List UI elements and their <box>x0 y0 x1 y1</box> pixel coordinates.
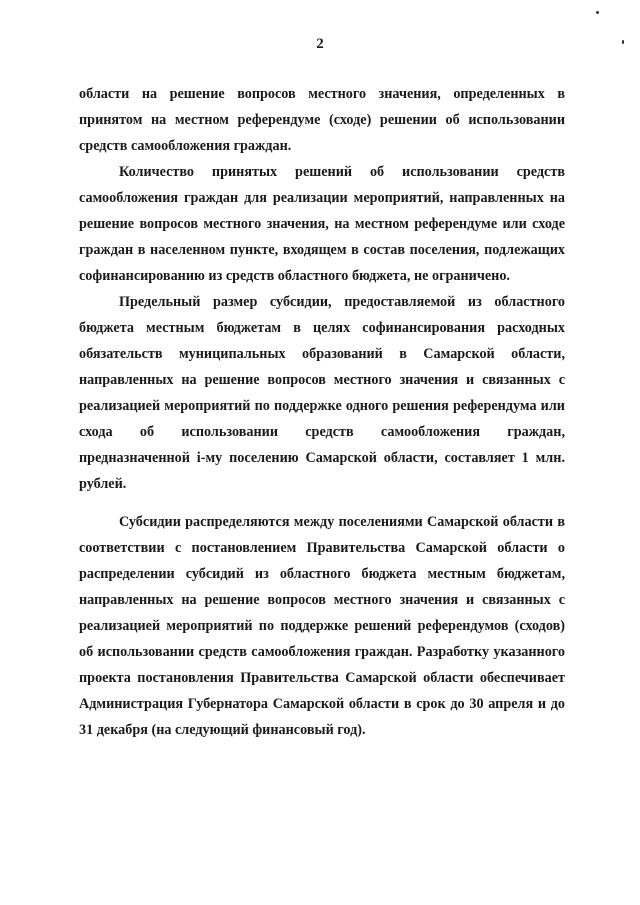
text-line: рублей. <box>79 476 127 492</box>
text-line: Субсидии распределяются между поселениями Самарской области в <box>119 514 565 530</box>
text-line: реализацией мероприятий по поддержке одного решения референдума или <box>79 398 565 414</box>
paragraph-4 <box>79 509 565 743</box>
text-line: реализацией мероприятий по поддержке решений референдумов (сходов) <box>79 618 565 634</box>
paragraph-2 <box>79 159 565 289</box>
text-line: Администрация Губернатора Самарской области в срок до 30 апреля и до <box>79 696 565 712</box>
text-line: предназначенной i-му поселению Самарской области, составляет 1 млн. <box>79 450 565 466</box>
text-line: Предельный размер субсидии, предоставляемой из областного <box>119 294 565 310</box>
text-line: схода об использовании средств самообложения граждан, <box>79 424 565 440</box>
text-line: проекта постановления Правительства Самарской области обеспечивает <box>79 670 565 686</box>
text-line: 31 декабря (на следующий финансовый год). <box>79 722 366 738</box>
paragraph-1 <box>79 81 565 159</box>
text-line: софинансированию из средств областного бюджета, не ограничено. <box>79 268 510 284</box>
text-line: соответствии с постановлением Правительства Самарской области о <box>79 540 565 556</box>
text-line: бюджета местным бюджетам в целях софинансирования расходных <box>79 320 565 336</box>
page-number: 2 <box>316 36 324 52</box>
text-line: области на решение вопросов местного значения, определенных в <box>79 86 565 102</box>
text-line: направленных на решение вопросов местного значения и связанных с <box>79 372 565 388</box>
paragraph-3 <box>79 289 565 497</box>
text-line: направленных на решение вопросов местного значения и связанных с <box>79 592 565 608</box>
text-line: решение вопросов местного значения, на местном референдуме или сходе <box>79 216 565 232</box>
text-line: самообложения граждан для реализации мероприятий, направленных на <box>79 190 565 206</box>
text-line: принятом на местном референдуме (сходе) решении об использовании <box>79 112 565 128</box>
text-line: обязательств муниципальных образований в Самарской области, <box>79 346 565 362</box>
text-line: средств самообложения граждан. <box>79 138 292 154</box>
text-line: Количество принятых решений об использовании средств <box>119 164 565 180</box>
text-line: распределении субсидий из областного бюджета местным бюджетам, <box>79 566 565 582</box>
text-line: об использовании средств самообложения граждан. Разработку указанного <box>79 644 565 660</box>
text-line: граждан в населенном пункте, входящем в состав поселения, подлежащих <box>79 242 565 258</box>
document-body <box>79 81 565 743</box>
scan-speck <box>596 11 599 14</box>
